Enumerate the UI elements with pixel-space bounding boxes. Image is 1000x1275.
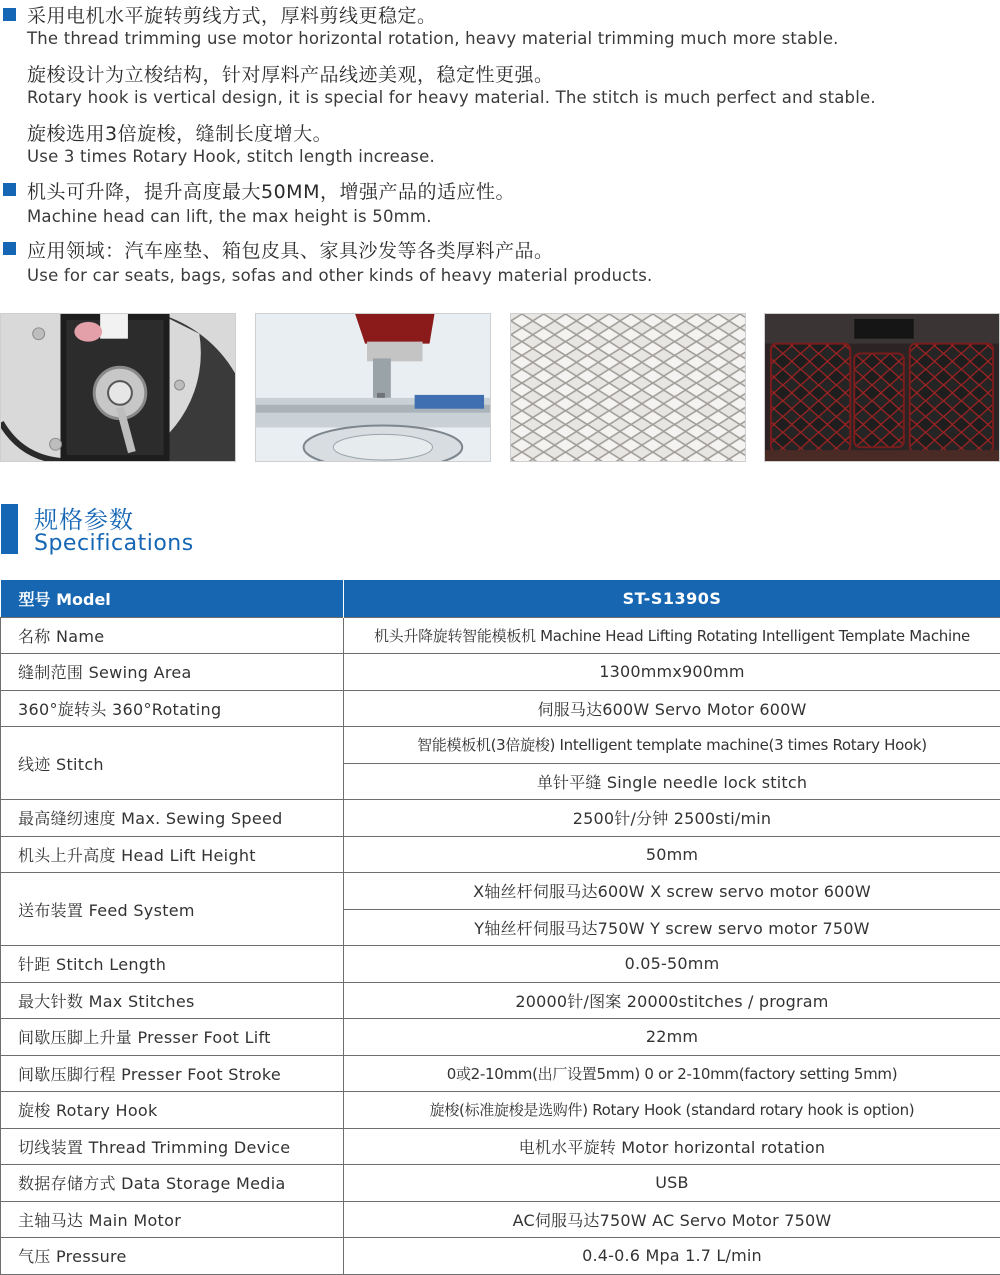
row-label: 旋梭 Rotary Hook — [1, 1092, 344, 1129]
row-value: 50mm — [344, 836, 1000, 873]
table-row — [1, 1165, 1000, 1202]
row-value: 22mm — [344, 1019, 1000, 1056]
row-label: 切线装置 Thread Trimming Device — [1, 1128, 344, 1165]
quilted-pattern-photo — [510, 313, 746, 462]
bullet-icon — [3, 8, 16, 21]
row-value: 0.05-50mm — [344, 946, 1000, 983]
feature-zh: 采用电机水平旋转剪线方式，厚料剪线更稳定。 — [27, 5, 437, 27]
row-label: 主轴马达 Main Motor — [1, 1201, 344, 1238]
table-row — [1, 1238, 1000, 1275]
row-label: 最大针数 Max Stitches — [1, 982, 344, 1019]
table-row — [1, 873, 1000, 910]
table-row — [1, 727, 1000, 764]
section-title-zh: 规格参数 — [34, 506, 134, 534]
row-label: 气压 Pressure — [1, 1238, 344, 1275]
row-value: 机头升降旋转智能模板机 Machine Head Lifting Rotating Intelligent Template Machine — [344, 617, 1000, 654]
row-value: 1300mmx900mm — [344, 654, 1000, 691]
feature-en: The thread trimming use motor horizontal rotation, heavy material trimming much more stable. — [27, 29, 839, 48]
feature-zh: 应用领域：汽车座垫、箱包皮具、家具沙发等各类厚料产品。 — [27, 240, 554, 262]
row-value: 单针平缝 Single needle lock stitch — [344, 763, 1000, 800]
table-row — [1, 1055, 1000, 1092]
row-label: 360°旋转头 360°Rotating — [1, 690, 344, 727]
row-label: 机头上升高度 Head Lift Height — [1, 836, 344, 873]
row-label: 间歇压脚行程 Presser Foot Stroke — [1, 1055, 344, 1092]
header-value: ST-S1390S — [344, 580, 1000, 617]
row-value: 0.4-0.6 Mpa 1.7 L/min — [344, 1238, 1000, 1275]
header-label: 型号 Model — [1, 580, 344, 617]
row-label: 缝制范围 Sewing Area — [1, 654, 344, 691]
table-row — [1, 946, 1000, 983]
row-value: AC伺服马达750W AC Servo Motor 750W — [344, 1201, 1000, 1238]
table-row — [1, 1128, 1000, 1165]
table-row — [1, 1201, 1000, 1238]
row-value: 伺服马达600W Servo Motor 600W — [344, 690, 1000, 727]
feature-en: Machine head can lift, the max height is 50mm. — [27, 207, 432, 226]
row-value: 20000针/图案 20000stitches / program — [344, 982, 1000, 1019]
row-label: 间歇压脚上升量 Presser Foot Lift — [1, 1019, 344, 1056]
row-value: 0或2-10mm(出厂设置5mm) 0 or 2-10mm(factory setting 5mm) — [344, 1055, 1000, 1092]
table-row — [1, 1019, 1000, 1056]
feature-zh: 机头可升降，提升高度最大50MM，增强产品的适应性。 — [27, 181, 515, 203]
spec-table — [0, 580, 1000, 1275]
machine-head-photo — [255, 313, 491, 462]
row-value: USB — [344, 1165, 1000, 1202]
row-label: 最高缝纫速度 Max. Sewing Speed — [1, 800, 344, 837]
row-value: Y轴丝杆伺服马达750W Y screw servo motor 750W — [344, 909, 1000, 946]
table-row — [1, 982, 1000, 1019]
row-value: 2500针/分钟 2500sti/min — [344, 800, 1000, 837]
table-row — [1, 654, 1000, 691]
car-mat-photo — [764, 313, 1000, 462]
table-row — [1, 800, 1000, 837]
row-label: 名称 Name — [1, 617, 344, 654]
table-row — [1, 836, 1000, 873]
table-row — [1, 1092, 1000, 1129]
row-label: 针距 Stitch Length — [1, 946, 344, 983]
table-row — [1, 617, 1000, 654]
section-title-en: Specifications — [34, 531, 194, 556]
table-row — [1, 690, 1000, 727]
table-header-row — [1, 580, 1000, 617]
feature-en: Use for car seats, bags, sofas and other kinds of heavy material products. — [27, 266, 653, 285]
row-value: X轴丝杆伺服马达600W X screw servo motor 600W — [344, 873, 1000, 910]
feature-en: Use 3 times Rotary Hook, stitch length increase. — [27, 147, 435, 166]
feature-zh: 旋梭选用3倍旋梭，缝制长度增大。 — [27, 123, 333, 145]
feature-en: Rotary hook is vertical design, it is special for heavy material. The stitch is much perfect and stable. — [27, 88, 876, 107]
row-value: 电机水平旋转 Motor horizontal rotation — [344, 1128, 1000, 1165]
row-label: 数据存储方式 Data Storage Media — [1, 1165, 344, 1202]
row-value: 旋梭(标准旋梭是选购件) Rotary Hook (standard rotary hook is option) — [344, 1092, 1000, 1129]
rotary-hook-photo — [0, 313, 236, 462]
row-value: 智能模板机(3倍旋梭) Intelligent template machine(3 times Rotary Hook) — [344, 727, 1000, 764]
bullet-icon — [3, 242, 16, 255]
feature-zh: 旋梭设计为立梭结构，针对厚料产品线迹美观，稳定性更强。 — [27, 64, 554, 86]
row-label: 送布装置 Feed System — [1, 873, 344, 946]
section-accent-bar — [1, 504, 18, 554]
row-label: 线迹 Stitch — [1, 727, 344, 800]
bullet-icon — [3, 183, 16, 196]
